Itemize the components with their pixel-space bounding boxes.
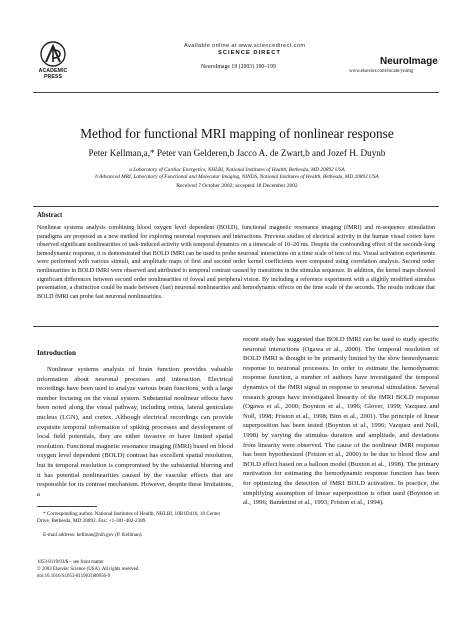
publisher-name-line2: PRESS xyxy=(43,74,63,80)
abstract-top-divider xyxy=(33,206,439,207)
article-title: Method for functional MRI mapping of nonlinear response xyxy=(80,126,394,141)
abstract-bottom-divider xyxy=(33,326,439,327)
abstract-text: Nonlinear systems analysis combining blood oxygen level dependent (BOLD), functional magnetic resonance imaging (fMRI) and m-sequence stimulation paradigms are proposed as a new method for exploring neuronal responses and interactions. Previous studies of electrical activity in the human visual cortex have observed significant nonlinearities of task-induced activity with temporal dynamics on a timescale of 10–20 ms. Despite the confounding effect of the seconds-long hemodynamic response, it is demonstrated that BOLD fMRI can be used to probe neuronal interactions on a time scale of tens of ms. Visual activation experiments were performed with various stimuli, and amplitude maps of first and second order kernel coefficients were computed using correlation analysis. Second order nonlinearities in BOLD fMRI were observed and attributed to temporal contrast caused by transitions in the stimulus sequence. In addition, the kernel maps showed significant differences between second order nonlinearities of foveal and peripheral vision. By including a reference experiment with a slightly modified stimulus presentation, a distinction could be made between (fast) neuronal nonlinearities and hemodynamic effects on the time scale of the seconds. The results indicate that BOLD fMRI can probe fast neuronal nonlinearities. xyxy=(37,225,435,300)
publisher-name xyxy=(33,68,73,80)
affiliation-b: b Advanced MRI, Laboratory of Functional and Molecular Imaging, NINDS, National Institutes of Health, Bethesda, MD 20892 USA xyxy=(95,174,379,180)
footnote-divider xyxy=(37,506,97,507)
header-divider xyxy=(33,92,439,93)
sciencedirect-logo: SCIENCE DIRECT xyxy=(218,50,281,56)
intro-paragraph-1: Nonlinear systems analysis of brain function provides valuable information about neuronal processes and interaction. Electrical recordings have been used to analyze various brain functions, with a large number focusing on the visual system. Substantial nonlinear effects have been noted along the visual pathway, including retina, lateral geniculate nucleus (LGN), and cortex. Although electrical recordings can provide exquisite temporal information of spiking processes and development of local field potentials, they are either invasive or have limited spatial resolution. Functional magnetic resonance imaging (fMRI) based on blood oxygen level dependent (BOLD) contrast has excellent spatial resolution, but its temporal resolution is compromised by the substantial blurring and it has potential nonlinearities caused by the vascular effects that are responsible for its contrast mechanism. However, despite these limitations, a xyxy=(37,366,233,498)
body-column-left xyxy=(37,365,233,499)
affiliation-a: a Laboratory of Cardiac Energetics, NHLBI, National Institutes of Health, Bethesda, MD 20892 USA xyxy=(129,167,345,173)
journal-url[interactable]: www.elsevier.com/locate/ynimg xyxy=(349,69,414,74)
intro-paragraph-2: recent study has suggested that BOLD fMRI can be used to study specific neuronal interactions (Ogawa et al., 2000). The temporal resolution of BOLD fMRI is thought to be primarily limited by the slow hemodynamic response to neuronal processes. In order to estimate the hemodynamic response function, a number of authors have investigated the temporal dynamics of the fMRI signal in response to neuronal stimulation. Several research groups have investigated linearity of the fMRI BOLD response (Ogawa et al., 2000; Boynton et al., 1996; Glover, 1999; Vazquez and Noll, 1998; Friston et al., 1998; Birn et al., 2001). The principle of linear superposition has been tested (Boynton et al., 1996; Vazquez and Noll, 1998) by varying the stimulus duration and amplitude, and deviations from linearity were observed. The cause of the nonlinear fMRI response has been hypothesized (Friston et al., 2000) to be due to blood flow and BOLD effect based on a balloon model (Buxton et al., 1998). The primary motivation for estimating the hemodynamic response function has been for optimizing the detection of fMRI BOLD activation. In practice, the simplifying assumption of linear superposition is often used (Boynton et al., 1996; Bandettini et al., 1993; Friston et al., 1994). xyxy=(243,336,439,507)
abstract-heading: Abstract xyxy=(37,212,63,219)
citation-line: NeuroImage 19 (2003) 190–199 xyxy=(201,64,276,70)
issn-copyright: 1053-8119/03/$ – see front matter © 2003 Elsevier Science (USA). All rights reserved. doi:10.1016/S1053-8119(03)00056-9 xyxy=(37,560,140,579)
availability-line: Available online at www.sciencedirect.com xyxy=(184,43,306,49)
academic-press-logo xyxy=(33,40,73,68)
publisher-name-line1: ACADEMIC xyxy=(38,68,68,74)
introduction-heading: Introduction xyxy=(37,349,77,357)
body-column-right xyxy=(243,335,439,508)
author-list: Peter Kellman,a,* Peter van Gelderen,b Jacco A. de Zwart,b and Jozef H. Duynb xyxy=(88,148,386,158)
email-note: E-mail address: kellman@nih.gov (P. Kellman). xyxy=(43,532,143,538)
corresponding-author-note: * Corresponding author. National Institutes of Health, NHLBI, 10B1D416, 10 Center Drive, Bethesda, MD 20892. Fax: +1-301-402-2389. xyxy=(37,511,221,525)
received-dates: Received 7 October 2002; accepted 18 December 2002 xyxy=(176,183,298,189)
journal-name: NeuroImage xyxy=(380,56,438,67)
